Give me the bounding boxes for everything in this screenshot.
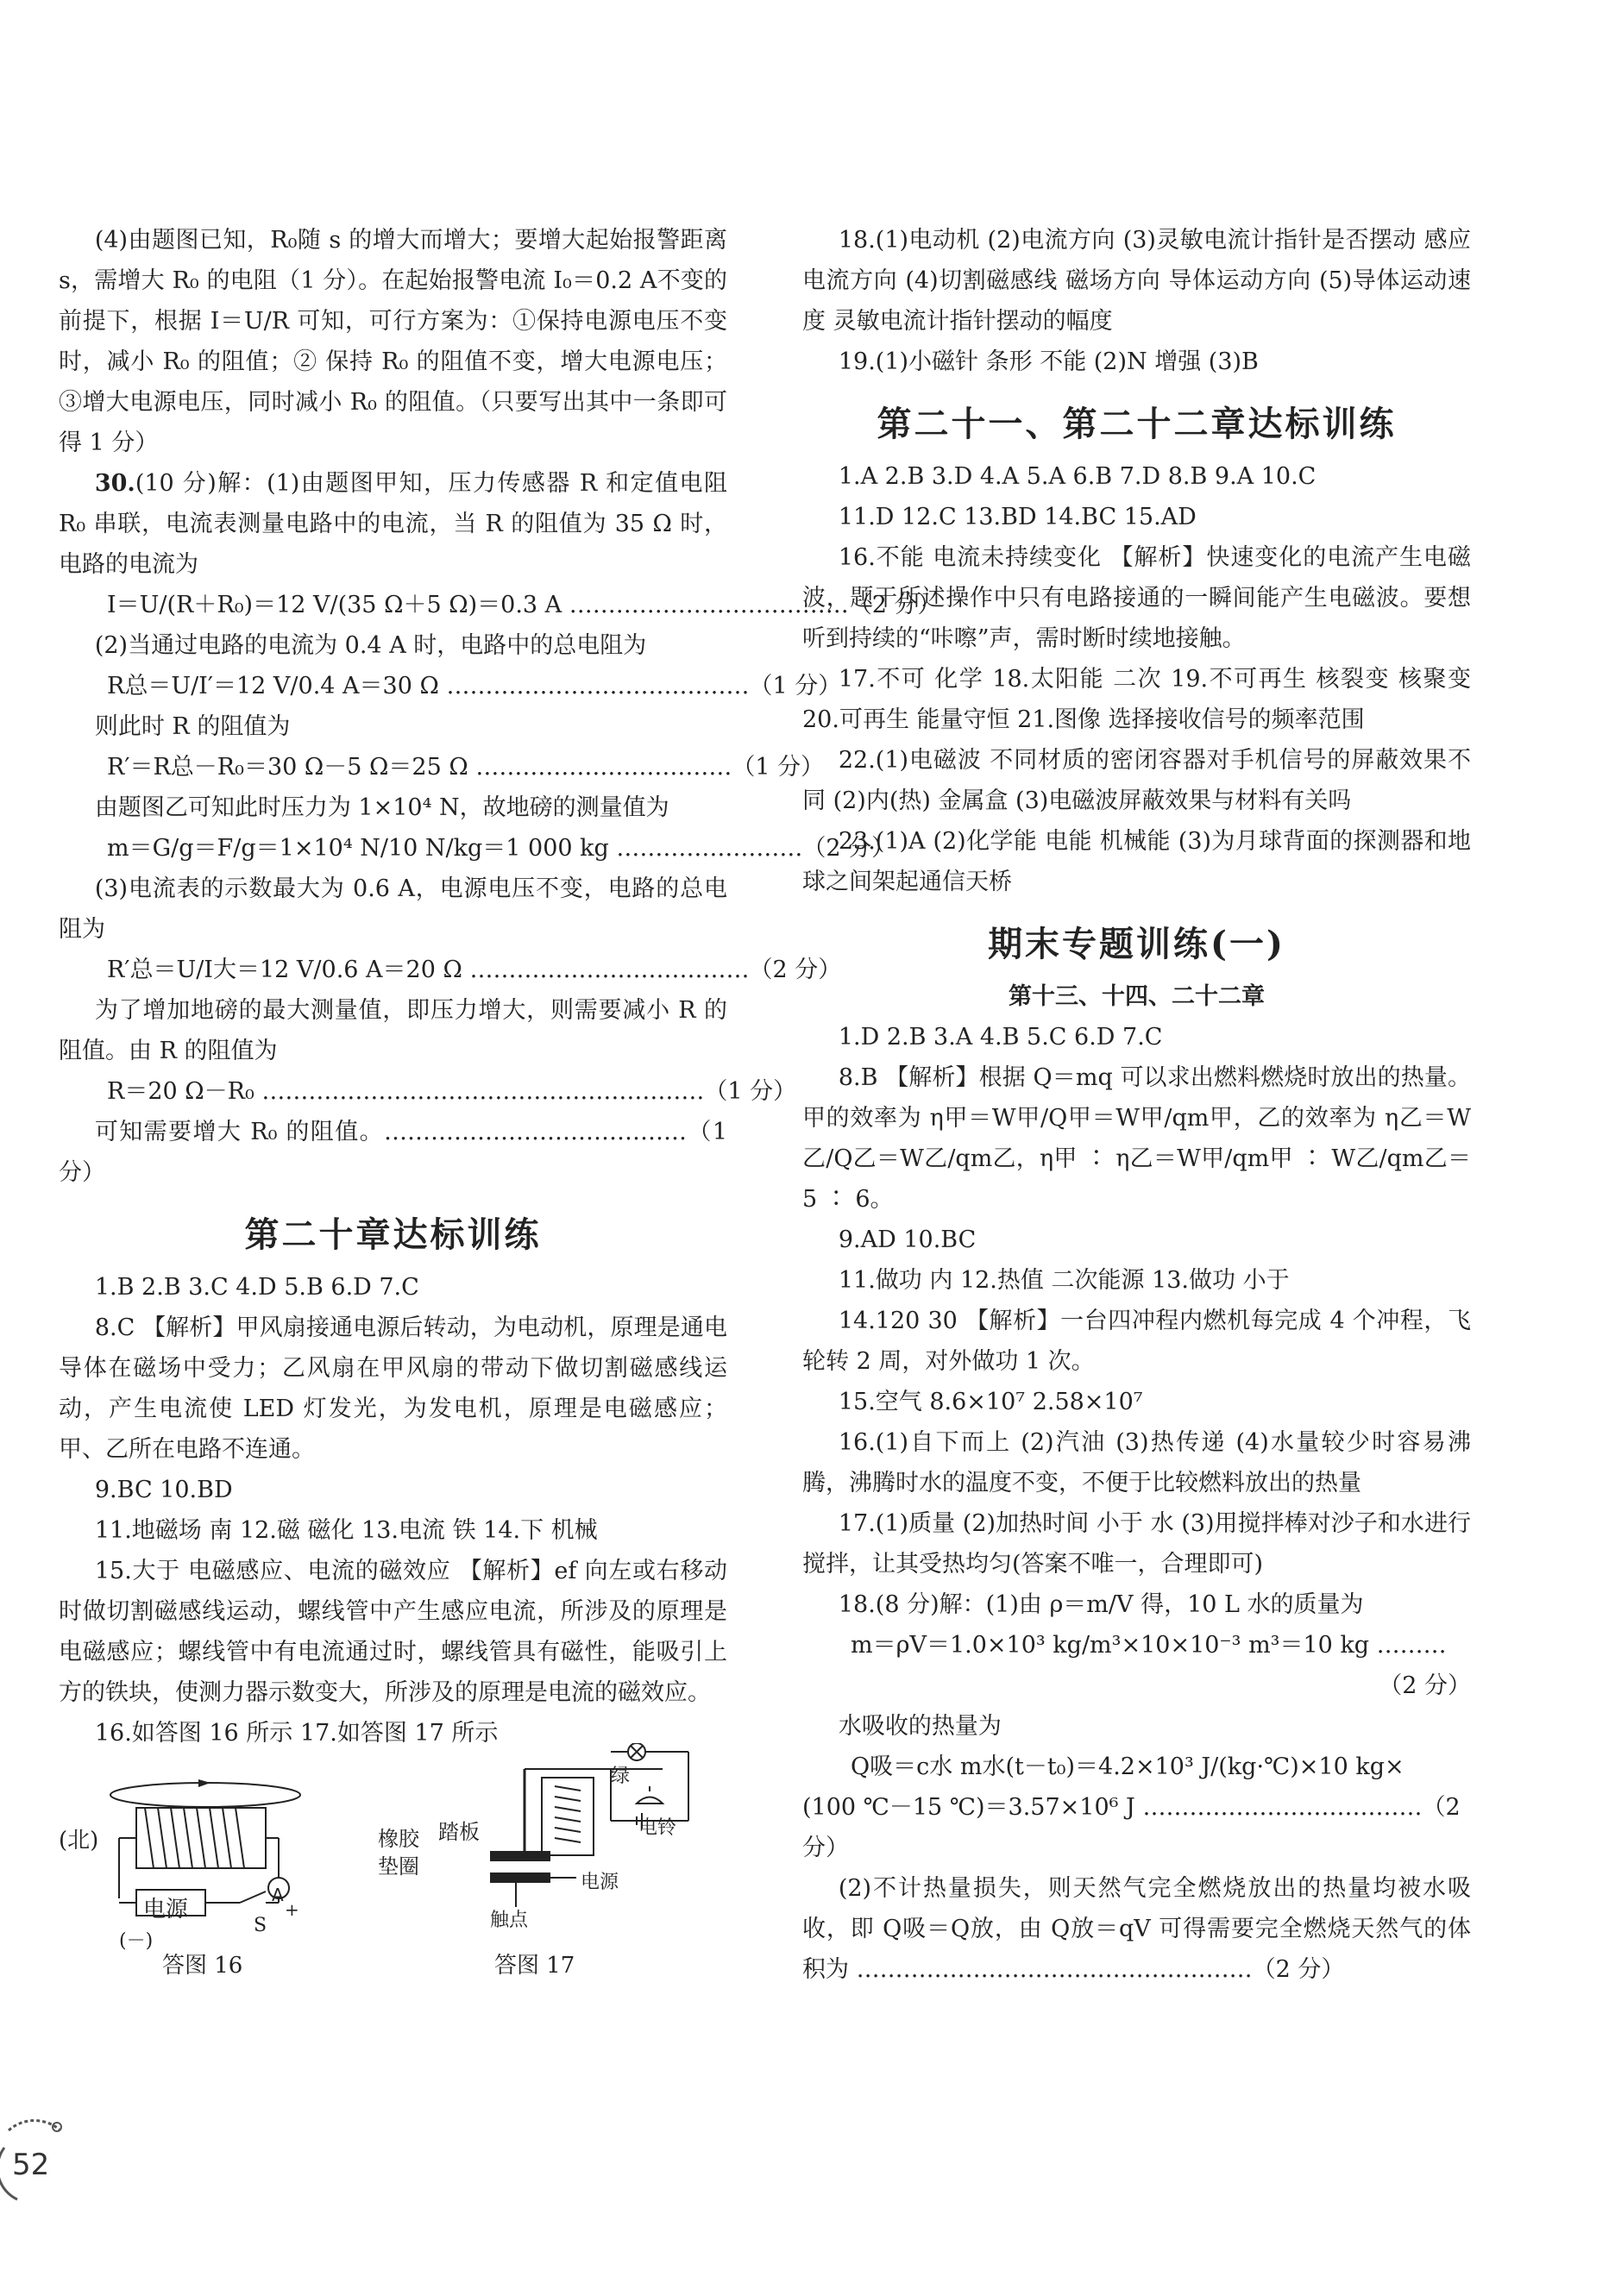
answer-30-text: (10 分)解：(1)由题图甲知，压力传感器 R 和定值电阻 R₀ 串联，电流表测量电路中的电流，当 R 的阻值为 35 Ω 时，电路的电流为 [59,470,727,578]
figures-row [59,1760,727,1985]
fig16-switch-label: S [254,1915,267,1936]
text-line: 水吸收的热量为 [838,1713,1002,1740]
fig17-pedal-label: 踏板 [438,1820,480,1844]
score-line: （2 分） [1379,1672,1471,1699]
fig16-plus-label: + [285,1899,299,1920]
section-heading-ch20: 第二十章达标训练 [244,1214,542,1255]
answers-9-10: 9.AD 10.BC [838,1226,977,1253]
answer-18-2: (2)不计热量损失，则天然气完全燃烧放出的热量均被水吸收，即 Q吸＝Q放，由 Q放＝qV 可得需要完全燃烧天然气的体积为 ……………………………………………（2 分） [802,1875,1471,1983]
answers-1-7: 1.D 2.B 3.A 4.B 5.C 6.D 7.C [838,1024,1163,1051]
answers-1-10: 1.A 2.B 3.D 4.A 5.A 6.B 7.D 8.B 9.A 10.C [838,463,1317,490]
answer-14: 14.120 30 【解析】一台四冲程内燃机每完成 4 个冲程，飞轮转 2 周，对外做功 1 次。 [802,1308,1471,1375]
text-line: 由题图乙可知此时压力为 1×10⁴ N，故地磅的测量值为 [94,794,669,821]
section-heading-ch21-22: 第二十一、第二十二章达标训练 [877,404,1397,444]
answers-11-14: 11.地磁场 南 12.磁 磁化 13.电流 铁 14.下 机械 [94,1517,598,1544]
answer-15: 15.大于 电磁感应、电流的磁效应 【解析】ef 向左或右移动时做切割磁感线运动，螺线管中产生感应电流，所涉及的原理是电磁感应；螺线管中有电流通过时，螺线管具有磁性，能吸引上方的铁块，使测力器示数变大，所涉及的原理是电流的磁效应。 [59,1558,727,1706]
answer-30-3: (3)电流表的示数最大为 0.6 A，电源电压不变，电路的总电阻为 [59,875,727,943]
answers-11-15: 11.D 12.C 13.BD 14.BC 15.AD [838,504,1197,530]
right-column [802,220,1471,1990]
fig16-ammeter-label: A [272,1885,284,1905]
answer-8: 8.C 【解析】甲风扇接通电源后转动，为电动机，原理是通电导体在磁场中受力；乙风扇在甲风扇的带动下做切割磁感线运动，产生电流使 LED 灯发光，为发电机，原理是电磁感应；甲、乙所在电路不连通。 [59,1314,727,1463]
answer-23: 23.(1)A (2)化学能 电能 机械能 (3)为月球背面的探测器和地球之间架起通信天桥 [802,828,1471,895]
equation-5: R′总＝U/I大＝12 V/0.6 A＝20 Ω ………………………………（2 分） [107,957,842,983]
answer-30-2: (2)当通过电路的电流为 0.4 A 时，电路中的总电阻为 [94,632,647,659]
answer-30-intro [59,463,727,585]
answer-29-4: (4)由题图已知，R₀随 s 的增大而增大；要增大起始报警距离 s，需增大 R₀ 的电阻（1 分）。在起始报警电流 I₀＝0.2 A不变的前提下，根据 I＝U/R 可知，可行方案为：①保持电源电压不变时，减小 R₀ 的阻值；② 保持 R₀ 的阻值不变，增大电源电压；③增大电源电压，同时减小 R₀ 的阻值。（只要写出其中一条即可得 1 分） [59,227,727,456]
answer-16: 16.不能 电流未持续变化 【解析】快速变化的电流产生电磁波，题干所述操作中只有电路接通的一瞬间能产生电磁波。要想听到持续的“咔嚓”声，需时断时续地接触。 [802,544,1471,652]
text-line: 可知需要增大 R₀ 的阻值。…………………………………（1 分） [59,1119,727,1186]
equation-heat-b: (100 ℃－15 ℃)＝3.57×10⁶ J ………………………………（2 分） [802,1794,1461,1861]
answer-19: 19.(1)小磁针 条形 不能 (2)N 增强 (3)B [838,348,1259,375]
answer-8: 8.B 【解析】根据 Q＝mq 可以求出燃料燃烧时放出的热量。甲的效率为 η甲＝W甲/Q甲＝W甲/qm甲，乙的效率为 η乙＝W乙/Q乙＝W乙/qm乙，η甲 ∶ η乙＝W甲/qm甲 ∶ W乙/qm乙＝5 ∶ 6。 [802,1064,1471,1213]
section-subheading: 第十三、十四、二十二章 [1009,983,1265,1010]
answers-17-21: 17.不可 化学 18.太阳能 二次 19.不可再生 核裂变 核聚变 20.可再生 能量守恒 21.图像 选择接收信号的频率范围 [802,666,1471,733]
fig17-contact-label: 触点 [490,1910,529,1931]
page-number: 52 [12,2148,50,2182]
figure-16 [93,1760,317,1933]
answer-15: 15.空气 8.6×10⁷ 2.58×10⁷ [838,1389,1143,1415]
text-line: 为了增加地磅的最大测量值，即压力增大，则需要减小 R 的阻值。由 R 的阻值为 [59,997,727,1064]
answer-22: 22.(1)电磁波 不同材质的密闭容器对手机信号的屏蔽效果不同 (2)内(热) 金属盒 (3)电磁波屏蔽效果与材料有关吗 [802,747,1471,814]
answers-16-17: 16.如答图 16 所示 17.如答图 17 所示 [94,1720,499,1747]
section-heading-final: 期末专题训练(一) [988,924,1285,964]
equation-4: m＝G/g＝F/g＝1×10⁴ N/10 N/kg＝1 000 kg ……………………（2 分） [107,835,895,862]
answers-9-10: 9.BC 10.BD [94,1477,233,1503]
question-number: 30. [94,470,135,497]
fig16-source-label: 电源 [143,1897,189,1923]
fig17-bell-label: 电铃 [638,1817,677,1839]
fig16-caption: 答图 16 [162,1953,243,1979]
equation-mass: m＝ρV＝1.0×10³ kg/m³×10×10⁻³ m³＝10 kg ……… [851,1632,1447,1659]
equation-3: R′＝R总－R₀＝30 Ω－5 Ω＝25 Ω ……………………………（1 分） [107,754,825,781]
equation-1: I＝U/(R＋R₀)＝12 V/(35 Ω＋5 Ω)＝0.3 A ………………………………（2 分） [107,592,941,618]
fig17-source-label: 电源 [581,1872,619,1893]
fig17-green-label: 绿 [611,1766,631,1787]
answer-17: 17.(1)质量 (2)加热时间 小于 水 (3)用搅拌棒对沙子和水进行搅拌，让其受热均匀(答案不唯一，合理即可) [802,1510,1471,1578]
equation-heat-a: Q吸＝c水 m水(t－t₀)＝4.2×10³ J/(kg·℃)×10 kg× [851,1753,1404,1780]
answers-1-7: 1.B 2.B 3.C 4.D 5.B 6.D 7.C [94,1274,419,1301]
page-number-badge [0,2113,69,2208]
answer-18: 18.(1)电动机 (2)电流方向 (3)灵敏电流计指针是否摆动 感应电流方向 (4)切割磁感线 磁场方向 导体运动方向 (5)导体运动速度 灵敏电流计指针摆动的幅度 [802,227,1471,335]
fig16-north-label: (北) [59,1828,99,1854]
text-line: 则此时 R 的阻值为 [94,713,291,740]
fig16-minus-label: (－) [119,1930,154,1952]
answer-18-intro: 18.(8 分)解：(1)由 ρ＝m/V 得，10 L 水的质量为 [838,1591,1364,1618]
equation-6: R＝20 Ω－R₀ …………………………………………………（1 分） [107,1078,797,1105]
answers-11-13: 11.做功 内 12.热值 二次能源 13.做功 小于 [838,1267,1290,1294]
fig17-caption: 答图 17 [494,1953,575,1979]
equation-2: R总＝U/I′＝12 V/0.4 A＝30 Ω …………………………………（1 分） [107,673,842,699]
answer-16: 16.(1)自下而上 (2)汽油 (3)热传递 (4)水量较少时容易沸腾，沸腾时水的温度不变，不便于比较燃料放出的热量 [802,1429,1471,1496]
fig17-rubber-label: 橡胶垫圈 [378,1827,419,1879]
